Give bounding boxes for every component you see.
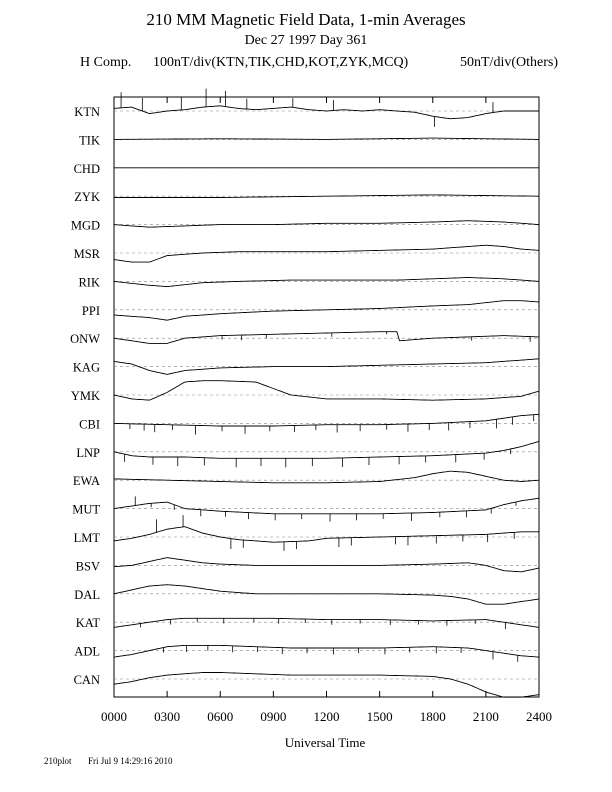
- x-tick-label: 1500: [366, 709, 393, 724]
- station-label: TIK: [79, 133, 100, 148]
- x-axis-label: Universal Time: [284, 735, 366, 750]
- series-line: [114, 527, 539, 543]
- scale-primary-label: 100nT/div(KTN,TIK,CHD,KOT,ZYK,MCQ): [153, 55, 409, 70]
- station-label: PPI: [81, 303, 100, 318]
- series-line: [114, 245, 539, 262]
- series-line: [114, 301, 539, 321]
- x-tick-label: 0900: [260, 709, 287, 724]
- x-tick-label: 1200: [313, 709, 340, 724]
- x-tick-label: 0600: [207, 709, 234, 724]
- x-tick-label: 2400: [526, 709, 552, 724]
- station-label: KAG: [72, 360, 100, 375]
- series-line: [114, 106, 539, 119]
- chart-subtitle: Dec 27 1997 Day 361: [244, 33, 368, 48]
- station-label: CHD: [73, 161, 100, 176]
- component-label: H Comp.: [80, 55, 132, 70]
- series-line: [114, 221, 539, 228]
- x-tick-label: 0000: [101, 709, 127, 724]
- footer-program: 210plot: [44, 756, 72, 766]
- station-label: KAT: [75, 616, 100, 631]
- chart-title: 210 MM Magnetic Field Data, 1-min Averages: [146, 10, 466, 29]
- series-line: [114, 414, 539, 426]
- series-line: [114, 471, 539, 483]
- station-label: LMT: [73, 531, 100, 545]
- station-label: EWA: [72, 474, 100, 489]
- station-label: ADL: [74, 644, 100, 659]
- series-line: [114, 278, 539, 287]
- x-tick-label: 0300: [154, 709, 181, 724]
- station-label: KTN: [74, 105, 100, 119]
- series-line: [114, 645, 539, 657]
- footer-timestamp: Fri Jul 9 14:29:16 2010: [88, 756, 173, 766]
- series-line: [114, 441, 539, 458]
- series-line: [114, 381, 539, 401]
- station-label: YMK: [70, 389, 100, 403]
- series-line: [114, 558, 539, 572]
- station-label: MUT: [72, 502, 100, 517]
- series-line: [114, 585, 539, 605]
- series-line: [114, 332, 539, 344]
- station-label: MSR: [73, 247, 100, 261]
- x-tick-label: 2100: [472, 709, 499, 724]
- x-tick-label: 1800: [419, 709, 446, 724]
- station-label: BSV: [75, 559, 100, 574]
- station-label: LNP: [76, 445, 100, 460]
- series-line: [114, 498, 539, 514]
- station-label: RIK: [78, 275, 100, 290]
- station-label: ZYK: [74, 190, 100, 205]
- station-label: CBI: [79, 417, 100, 432]
- footer-stamp: [44, 756, 173, 766]
- station-label: ONW: [70, 332, 100, 347]
- scale-secondary-label: 50nT/div(Others): [460, 55, 558, 70]
- station-label: CAN: [73, 673, 100, 687]
- station-label: DAL: [74, 587, 100, 602]
- plot-frame: [114, 97, 539, 697]
- station-label: MGD: [70, 218, 100, 233]
